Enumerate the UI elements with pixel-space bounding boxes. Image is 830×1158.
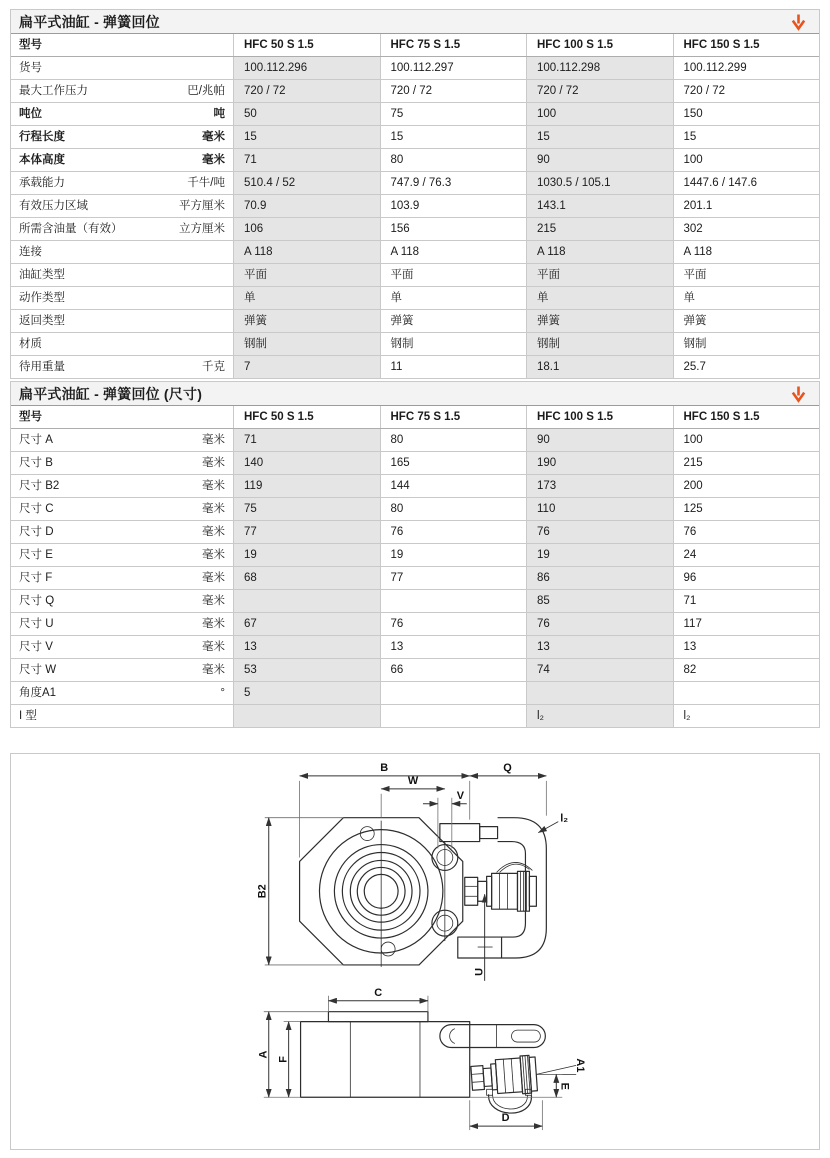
value-cell: 82 (673, 659, 820, 681)
value-cell: 80 (380, 149, 527, 171)
value-cell: 7 (233, 356, 380, 378)
dimension-table-titlebar (11, 382, 819, 406)
row-label-cell (11, 126, 233, 148)
value-cell: 71 (233, 149, 380, 171)
spec-table-body (11, 34, 819, 378)
row-label-cell (11, 590, 233, 612)
table-row (11, 172, 819, 195)
value-cell: 720 / 72 (233, 80, 380, 102)
value-cell: 67 (233, 613, 380, 635)
row-label-cell (11, 682, 233, 704)
value-cell: 弹簧 (526, 310, 673, 332)
table-row (11, 521, 819, 544)
value-cell: 13 (673, 636, 820, 658)
spec-table-titlebar (11, 10, 819, 34)
row-label: 尺寸 F (19, 572, 53, 584)
row-unit: 毫米 (202, 434, 225, 446)
value-cell: 15 (673, 126, 820, 148)
value-cell: 18.1 (526, 356, 673, 378)
download-arrow-icon[interactable] (790, 385, 807, 403)
top-view (257, 762, 569, 981)
value-cell: 1447.6 / 147.6 (673, 172, 820, 194)
table-row (11, 613, 819, 636)
row-label: 吨位 (19, 108, 42, 120)
column-header: HFC 100 S 1.5 (526, 406, 673, 428)
row-label-cell (11, 310, 233, 332)
row-label: 连接 (19, 246, 42, 258)
row-unit: 立方厘米 (179, 223, 225, 235)
dim-label-a: A (257, 1050, 270, 1059)
value-cell: 单 (233, 287, 380, 309)
value-cell: 19 (380, 544, 527, 566)
dim-label-b: B (380, 761, 389, 774)
value-cell: 1030.5 / 105.1 (526, 172, 673, 194)
value-cell: A 118 (673, 241, 820, 263)
row-unit: 毫米 (202, 595, 225, 607)
dim-label-d: D (501, 1112, 510, 1125)
dim-label-v: V (456, 789, 465, 802)
value-cell: 720 / 72 (380, 80, 527, 102)
dim-label-q: Q (503, 761, 512, 774)
column-header: HFC 75 S 1.5 (380, 34, 527, 56)
row-label-cell (11, 429, 233, 451)
value-cell: 平面 (380, 264, 527, 286)
value-cell: 100.112.296 (233, 57, 380, 79)
row-unit: 毫米 (202, 480, 225, 492)
column-header: HFC 150 S 1.5 (673, 34, 820, 56)
row-unit: 平方厘米 (179, 200, 225, 212)
row-label-cell (11, 333, 233, 355)
table-row (11, 149, 819, 172)
row-label: 油缸类型 (19, 269, 65, 281)
value-cell: 19 (526, 544, 673, 566)
row-unit: 毫米 (202, 154, 225, 166)
row-label-cell (11, 636, 233, 658)
dimension-table-body (11, 406, 819, 727)
value-cell: 85 (526, 590, 673, 612)
value-cell: 720 / 72 (673, 80, 820, 102)
value-cell: 90 (526, 149, 673, 171)
value-cell: 弹簧 (380, 310, 527, 332)
value-cell: 钢制 (380, 333, 527, 355)
value-cell: 200 (673, 475, 820, 497)
value-cell: 76 (673, 521, 820, 543)
table-row (11, 264, 819, 287)
value-cell: 5 (233, 682, 380, 704)
row-label: 尺寸 V (19, 641, 53, 653)
row-unit: ° (220, 687, 225, 699)
value-cell: 100 (673, 149, 820, 171)
row-unit: 吨 (213, 108, 225, 120)
value-cell: 75 (380, 103, 527, 125)
value-cell: 76 (526, 613, 673, 635)
table-row (11, 218, 819, 241)
value-cell: 70.9 (233, 195, 380, 217)
row-label: 承载能力 (19, 177, 65, 189)
row-unit: 巴/兆帕 (187, 85, 225, 97)
value-cell: l₂ (673, 705, 820, 727)
value-cell: 53 (233, 659, 380, 681)
value-cell: 215 (673, 452, 820, 474)
value-cell (233, 590, 380, 612)
table-row (11, 57, 819, 80)
value-cell: 68 (233, 567, 380, 589)
table-row (11, 287, 819, 310)
row-label: 待用重量 (19, 361, 65, 373)
value-cell: 50 (233, 103, 380, 125)
value-cell: 平面 (673, 264, 820, 286)
table-row (11, 498, 819, 521)
value-cell: 74 (526, 659, 673, 681)
value-cell: 钢制 (526, 333, 673, 355)
value-cell (526, 682, 673, 704)
column-header-model: 型号 (19, 39, 42, 51)
column-header-model: 型号 (19, 411, 42, 423)
row-label-cell (11, 149, 233, 171)
row-label-cell (11, 705, 233, 727)
value-cell: 96 (673, 567, 820, 589)
value-cell: 71 (673, 590, 820, 612)
dim-label-b2: B2 (256, 884, 269, 899)
column-header: HFC 100 S 1.5 (526, 34, 673, 56)
value-cell: 13 (526, 636, 673, 658)
value-cell (380, 705, 527, 727)
table-header-row (11, 406, 819, 429)
row-label: 尺寸 A (19, 434, 53, 446)
row-label: 角度A1 (19, 687, 57, 699)
row-unit: 毫米 (202, 526, 225, 538)
table-header-row (11, 34, 819, 57)
column-header: HFC 75 S 1.5 (380, 406, 527, 428)
value-cell: 150 (673, 103, 820, 125)
row-label-cell (11, 195, 233, 217)
value-cell: 77 (380, 567, 527, 589)
value-cell: 302 (673, 218, 820, 240)
table-row (11, 567, 819, 590)
value-cell: 钢制 (673, 333, 820, 355)
row-unit: 千牛/吨 (187, 177, 225, 189)
value-cell: 125 (673, 498, 820, 520)
value-cell: 76 (380, 613, 527, 635)
row-label-cell (11, 521, 233, 543)
row-unit: 毫米 (202, 457, 225, 469)
technical-drawing-panel (10, 753, 820, 1150)
row-unit: 毫米 (202, 641, 225, 653)
row-label: 尺寸 E (19, 549, 53, 561)
value-cell: 77 (233, 521, 380, 543)
spec-table-title: 扁平式油缸 - 弹簧回位 (19, 13, 160, 30)
row-label: 所需含油量（有效） (19, 223, 123, 235)
row-unit: 毫米 (202, 572, 225, 584)
row-unit: 毫米 (202, 549, 225, 561)
row-label: 行程长度 (19, 131, 65, 143)
value-cell: A 118 (526, 241, 673, 263)
value-cell: 100.112.299 (673, 57, 820, 79)
table-row (11, 195, 819, 218)
table-row (11, 126, 819, 149)
row-label: 尺寸 C (19, 503, 54, 515)
row-label: 材质 (19, 338, 42, 350)
row-unit: 毫米 (202, 618, 225, 630)
table-row (11, 452, 819, 475)
row-label-cell (11, 172, 233, 194)
dim-label-a1: A1 (574, 1058, 587, 1073)
value-cell: 143.1 (526, 195, 673, 217)
row-label: 有效压力区域 (19, 200, 88, 212)
value-cell: 156 (380, 218, 527, 240)
row-label-cell (11, 103, 233, 125)
spec-table (10, 9, 820, 379)
value-cell: 15 (380, 126, 527, 148)
row-label: 尺寸 U (19, 618, 54, 630)
value-cell: 90 (526, 429, 673, 451)
row-label-cell (11, 544, 233, 566)
column-header: HFC 50 S 1.5 (233, 406, 380, 428)
table-row (11, 705, 819, 727)
value-cell: 140 (233, 452, 380, 474)
value-cell: 单 (526, 287, 673, 309)
value-cell: 76 (526, 521, 673, 543)
value-cell: 15 (526, 126, 673, 148)
value-cell: 720 / 72 (526, 80, 673, 102)
value-cell: A 118 (380, 241, 527, 263)
table-row (11, 80, 819, 103)
value-cell: 76 (380, 521, 527, 543)
row-label: 最大工作压力 (19, 85, 88, 97)
value-cell (380, 590, 527, 612)
value-cell: 86 (526, 567, 673, 589)
value-cell (380, 682, 527, 704)
value-cell: 100.112.298 (526, 57, 673, 79)
value-cell: 钢制 (233, 333, 380, 355)
row-unit: 毫米 (202, 664, 225, 676)
value-cell: 110 (526, 498, 673, 520)
value-cell: 117 (673, 613, 820, 635)
value-cell: 平面 (526, 264, 673, 286)
row-label-cell (11, 475, 233, 497)
row-label-cell (11, 659, 233, 681)
value-cell: 25.7 (673, 356, 820, 378)
value-cell: 119 (233, 475, 380, 497)
dimension-table-title: 扁平式油缸 - 弹簧回位 (尺寸) (19, 385, 203, 402)
value-cell: 80 (380, 429, 527, 451)
row-label-cell (11, 218, 233, 240)
dim-label-f: F (277, 1056, 290, 1063)
value-cell: 66 (380, 659, 527, 681)
value-cell: 747.9 / 76.3 (380, 172, 527, 194)
row-label: 货号 (19, 62, 42, 74)
value-cell: 80 (380, 498, 527, 520)
dim-label-u: U (473, 967, 486, 976)
table-row (11, 475, 819, 498)
value-cell: 19 (233, 544, 380, 566)
table-row (11, 590, 819, 613)
column-header: HFC 50 S 1.5 (233, 34, 380, 56)
row-unit: 毫米 (202, 503, 225, 515)
value-cell: 100 (526, 103, 673, 125)
row-label: 返回类型 (19, 315, 65, 327)
table-row (11, 682, 819, 705)
table-row (11, 544, 819, 567)
value-cell: 弹簧 (673, 310, 820, 332)
value-cell: 103.9 (380, 195, 527, 217)
table-row (11, 310, 819, 333)
value-cell (673, 682, 820, 704)
row-label-cell (11, 264, 233, 286)
value-cell: 13 (380, 636, 527, 658)
value-cell: 单 (380, 287, 527, 309)
row-label: 尺寸 W (19, 664, 57, 676)
table-row (11, 241, 819, 264)
dimension-table (10, 381, 820, 728)
value-cell: A 118 (233, 241, 380, 263)
value-cell: 215 (526, 218, 673, 240)
value-cell: 100.112.297 (380, 57, 527, 79)
value-cell: 13 (233, 636, 380, 658)
row-label-cell (11, 287, 233, 309)
value-cell: 100 (673, 429, 820, 451)
table-row (11, 429, 819, 452)
download-arrow-icon[interactable] (790, 13, 807, 31)
dim-label-c: C (374, 986, 383, 999)
value-cell: 165 (380, 452, 527, 474)
value-cell: 106 (233, 218, 380, 240)
row-label: 尺寸 B2 (19, 480, 60, 492)
value-cell: 173 (526, 475, 673, 497)
row-label: 尺寸 D (19, 526, 54, 538)
row-label: I 型 (19, 710, 37, 722)
row-label: 尺寸 B (19, 457, 53, 469)
row-label-cell (11, 356, 233, 378)
value-cell: 15 (233, 126, 380, 148)
value-cell: 单 (673, 287, 820, 309)
technical-drawing (11, 754, 819, 1149)
side-view (258, 987, 586, 1130)
value-cell (233, 705, 380, 727)
value-cell: 平面 (233, 264, 380, 286)
value-cell: 24 (673, 544, 820, 566)
dim-label-w: W (407, 774, 419, 787)
table-row (11, 103, 819, 126)
value-cell: 190 (526, 452, 673, 474)
row-label-cell (11, 567, 233, 589)
row-label-cell (11, 452, 233, 474)
row-label-cell (11, 57, 233, 79)
row-label: 本体高度 (19, 154, 65, 166)
row-label: 动作类型 (19, 292, 65, 304)
dim-label-e: E (558, 1082, 571, 1090)
row-label-cell (11, 498, 233, 520)
row-label: 尺寸 Q (19, 595, 55, 607)
row-label-cell (11, 613, 233, 635)
value-cell: 75 (233, 498, 380, 520)
column-header: HFC 150 S 1.5 (673, 406, 820, 428)
value-cell: l₂ (526, 705, 673, 727)
row-label-cell (11, 241, 233, 263)
value-cell: 11 (380, 356, 527, 378)
table-row (11, 356, 819, 378)
value-cell: 71 (233, 429, 380, 451)
dim-label-l2: l₂ (560, 812, 569, 825)
value-cell: 弹簧 (233, 310, 380, 332)
table-row (11, 333, 819, 356)
row-unit: 千克 (202, 361, 225, 373)
value-cell: 201.1 (673, 195, 820, 217)
table-row (11, 636, 819, 659)
table-row (11, 659, 819, 682)
row-label-cell (11, 80, 233, 102)
value-cell: 144 (380, 475, 527, 497)
row-unit: 毫米 (202, 131, 225, 143)
value-cell: 510.4 / 52 (233, 172, 380, 194)
